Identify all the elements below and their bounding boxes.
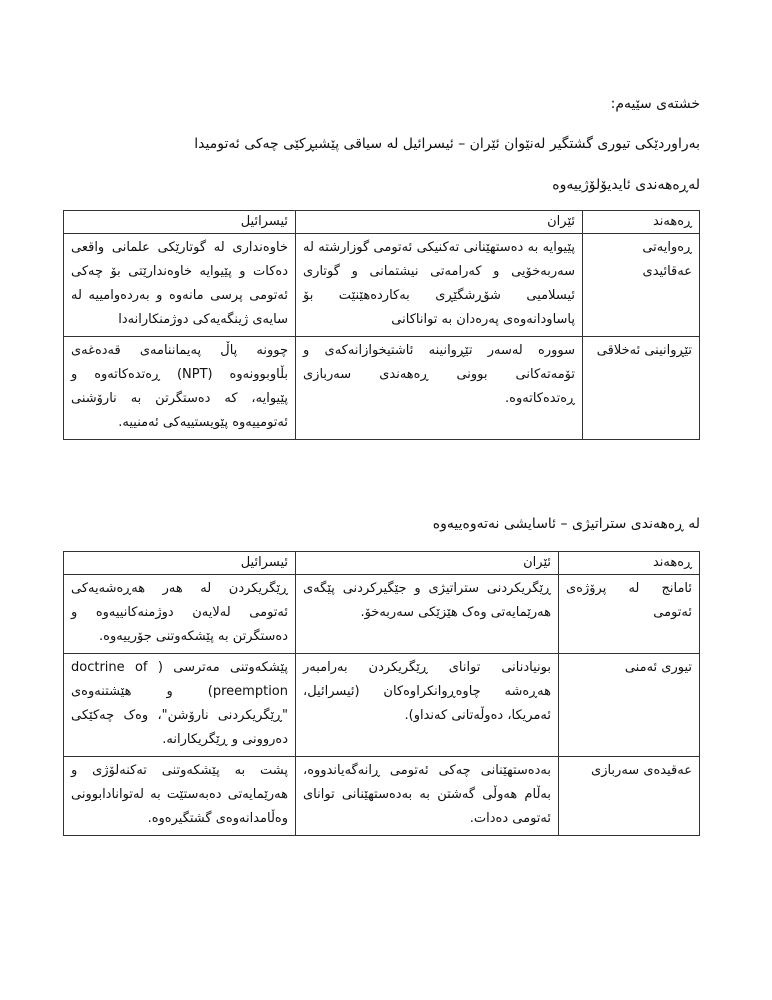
cell-iran: بەدەستهێنانی چەکی ئەتومی ڕانەگەیاندووە، بەڵام هەوڵی گەشتن بە بەدەستهێنانی توانای ئەتومی دەدات. bbox=[296, 757, 559, 836]
cell-dimension: ڕەوایەتی عەقائیدی bbox=[583, 234, 700, 337]
cell-israel: چوونە پاڵ پەیماننامەی قەدەغەی بڵاوبوونەوە (NPT) ڕەتدەکاتەوە و پێیوایە، کە دەستگرتن بە نارۆشنی ئەتومییەوە پێویستییەکی ئەمنییە. bbox=[64, 337, 296, 440]
cell-dimension: عەقیدەی سەربازی bbox=[559, 757, 700, 836]
cell-israel: پێشکەوتنی مەترسی ( doctrine of preemption) و هێشتنەوەی "ڕێگریکردنی نارۆشن"، وەک چەکێکی دەروونی و ڕێگریکارانە. bbox=[64, 654, 296, 757]
header-israel: ئیسرائیل bbox=[64, 211, 296, 234]
table-title: بەراوردێکی تیوری گشتگیر لەنێوان ئێران – ئیسرائیل لە سیاقی پێشبڕکێی چەکی ئەتومیدا bbox=[194, 136, 700, 152]
header-israel: ئیسرائیل bbox=[64, 552, 296, 575]
cell-dimension: تێڕوانینی ئەخلاقی bbox=[583, 337, 700, 440]
comparison-table-ideological bbox=[63, 210, 700, 440]
cell-israel: پشت بە پێشکەوتنی تەکنەلۆژی و هەرێمایەتی دەبەستێت بە لەتوانادابوونی وەڵامدانەوەی گشتگیرەوە. bbox=[64, 757, 296, 836]
table-row bbox=[64, 575, 700, 654]
cell-israel: ڕێگریکردن لە هەر هەڕەشەیەکی ئەتومی لەلایەن دوژمنەکانییەوە و دەستگرتن بە پێشکەوتنی جۆرییەوە. bbox=[64, 575, 296, 654]
header-iran: ئێران bbox=[296, 552, 559, 575]
cell-dimension: تیوری ئەمنی bbox=[559, 654, 700, 757]
header-dimension: ڕەهەند bbox=[559, 552, 700, 575]
table-row bbox=[64, 654, 700, 757]
section-heading-ideological: لەڕەهەندی ئایدیۆلۆژییەوە bbox=[552, 177, 700, 193]
table-header-row bbox=[64, 552, 700, 575]
table-row bbox=[64, 337, 700, 440]
cell-israel: خاوەنداری لە گوتارێکی علمانی واقعی دەکات و پێیوایە خاوەندارێتی بۆ چەکی ئەتومی پرسی مانەوە و بەردەوامییە لە سایەی ژینگەیەکی دوژمنکارانەدا bbox=[64, 234, 296, 337]
header-dimension: ڕەهەند bbox=[583, 211, 700, 234]
table-row bbox=[64, 757, 700, 836]
header-iran: ئێران bbox=[296, 211, 583, 234]
table-row bbox=[64, 234, 700, 337]
table-label: خشتەی سێیەم: bbox=[610, 96, 700, 112]
cell-iran: سوورە لەسەر تێڕوانینە ئاشتیخوازانەکەی و تۆمەتەکانی بوونی ڕەهەندی سەربازی ڕەتدەکاتەوە. bbox=[296, 337, 583, 440]
table-header-row bbox=[64, 211, 700, 234]
comparison-table-strategic bbox=[63, 551, 700, 836]
cell-iran: ڕێگریکردنی ستراتیژی و جێگیرکردنی پێگەی هەرێمایەتی وەک هێزێکی سەربەخۆ. bbox=[296, 575, 559, 654]
cell-iran: بونیادنانی توانای ڕێگریکردن بەرامبەر هەڕەشە چاوەڕوانکراوەکان (ئیسرائیل، ئەمریکا، دەوڵەتانی کەنداو). bbox=[296, 654, 559, 757]
cell-dimension: ئامانج لە پرۆژەی ئەتومی bbox=[559, 575, 700, 654]
cell-iran: پێیوایە بە دەستهێنانی تەکنیکی ئەتومی گوزارشتە لە سەربەخۆیی و کەرامەتی نیشتمانی و گوتاری ئیسلامیی شۆڕشگێڕی بەکاردەهێنێت بۆ پاساودانەوەی پەرەدان بە تواناکانی bbox=[296, 234, 583, 337]
section-heading-strategic: لە ڕەهەندی ستراتیژی – ئاسایشی نەتەوەییەوە bbox=[432, 516, 700, 532]
